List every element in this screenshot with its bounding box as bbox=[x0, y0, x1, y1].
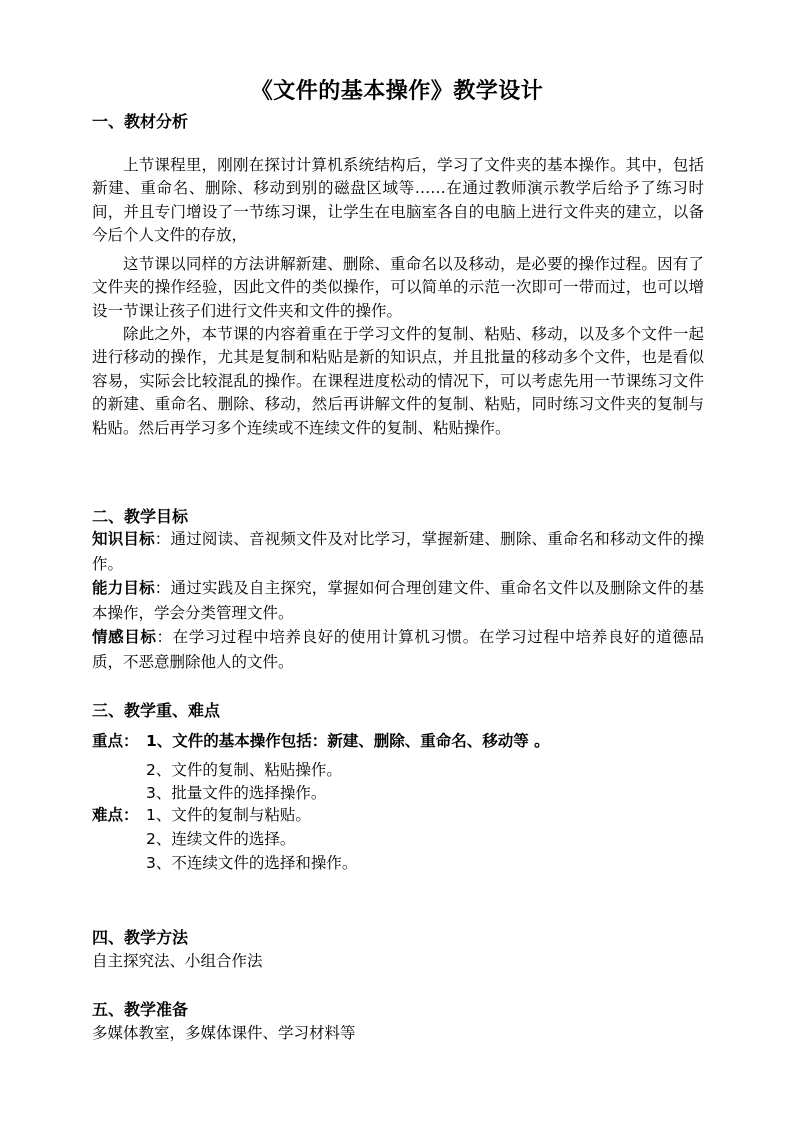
difficult-point-item: 1、文件的复制与粘贴。 bbox=[146, 806, 311, 824]
preparation-text: 多媒体教室，多媒体课件、学习材料等 bbox=[92, 1024, 356, 1042]
objective-emotion bbox=[92, 625, 704, 675]
objective-ability-text: ：通过实践及自主探究，掌握如何合理创建文件、重命名文件以及删除文件的基本操作，学会分类管理文件。 bbox=[92, 579, 704, 622]
objective-ability-label: 能力目标 bbox=[92, 579, 155, 597]
objective-emotion-text: ：在学习过程中培养良好的使用计算机习惯。在学习过程中培养良好的道德品质，不恶意删除他人的文件。 bbox=[92, 628, 704, 671]
methods-text: 自主探究法、小组合作法 bbox=[92, 952, 263, 970]
key-point-item: 2、文件的复制、粘贴操作。 bbox=[146, 761, 342, 779]
paragraph-materials-3: 除此之外，本节课的内容着重在于学习文件的复制、粘贴、移动，以及多个文件一起进行移动的操作，尤其是复制和粘贴是新的知识点，并且批量的移动多个文件，也是看似容易，实际会比较混乱的操作。在课程进度松动的情况下，可以考虑先用一节课练习文件的新建、重命名、删除、移动，然后再讲解文件的复制、粘贴，同时练习文件夹的复制与粘贴。然后再学习多个连续或不连续文件的复制、粘贴操作。 bbox=[92, 325, 704, 437]
objective-knowledge-text: ：通过阅读、音视频文件及对比学习，掌握新建、删除、重命名和移动文件的操作。 bbox=[92, 530, 704, 573]
objective-ability bbox=[92, 576, 704, 626]
paragraph-materials-2: 这节课以同样的方法讲解新建、删除、重命名以及移动，是必要的操作过程。因有了文件夹的操作经验，因此文件的类似操作，可以简单的示范一次即可一带而过，也可以增设一节课让孩子们进行文件夹和文件的操作。 bbox=[92, 255, 704, 320]
section-heading-materials: 一、教材分析 bbox=[92, 112, 189, 131]
key-point-item: 1、文件的基本操作包括：新建、删除、重命名、移动等 。 bbox=[146, 732, 550, 750]
section-heading-key-points: 三、教学重、难点 bbox=[92, 701, 221, 720]
objective-knowledge bbox=[92, 527, 704, 577]
objective-knowledge-label: 知识目标 bbox=[92, 530, 155, 548]
section-heading-objectives: 二、教学目标 bbox=[92, 507, 189, 526]
difficult-point-item: 3、不连续文件的选择和操作。 bbox=[146, 854, 358, 872]
section-heading-methods: 四、教学方法 bbox=[92, 928, 189, 947]
paragraph-materials-1: 上节课程里，刚刚在探讨计算机系统结构后，学习了文件夹的基本操作。其中，包括新建、重命名、删除、移动到别的磁盘区域等……在通过教师演示教学后给予了练习时间，并且专门增设了一节练习课，让学生在电脑室各自的电脑上进行文件夹的建立，以备今后个人文件的存放， bbox=[92, 156, 704, 245]
objective-emotion-label: 情感目标 bbox=[92, 628, 157, 646]
difficult-point-item: 2、连续文件的选择。 bbox=[146, 830, 296, 848]
key-point-item: 3、批量文件的选择操作。 bbox=[146, 784, 327, 802]
section-heading-preparation: 五、教学准备 bbox=[92, 1000, 189, 1019]
difficult-points-label: 难点： bbox=[92, 806, 139, 824]
key-points-label: 重点： bbox=[92, 732, 139, 750]
page-title: 《文件的基本操作》教学设计 bbox=[250, 79, 544, 104]
